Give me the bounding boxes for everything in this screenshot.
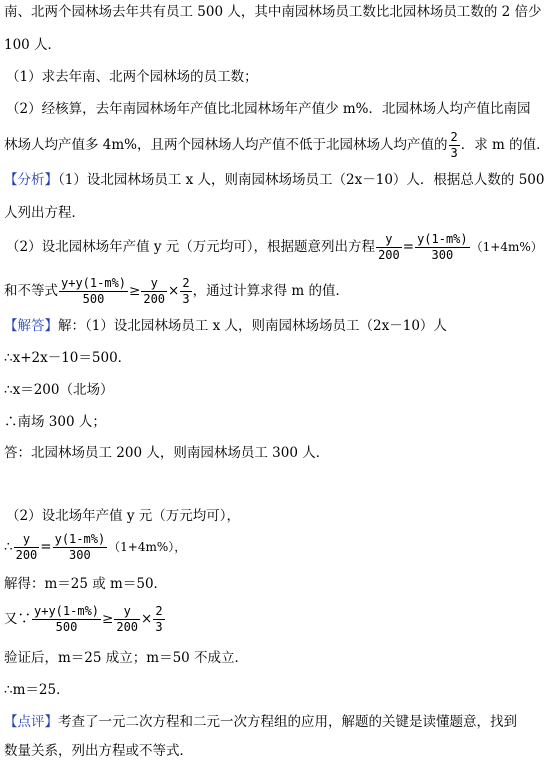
sol-ineq-mid-fraction: [114, 604, 140, 635]
analysis-tag: 【分析】: [4, 172, 58, 188]
therefore-symbol: ∴: [4, 539, 13, 555]
eq-left-fraction: [376, 232, 402, 263]
fraction-denominator: 200: [15, 548, 38, 562]
analysis-line-1: [4, 174, 544, 188]
problem-question-2-line-2: [4, 130, 550, 161]
fraction-denominator: 200: [143, 292, 166, 306]
fraction-numerator: y+y(1-m%): [34, 604, 100, 618]
problem-line-2: 100 人．: [4, 37, 62, 53]
solution-line-4: ∴南场 300 人；: [4, 414, 106, 430]
eq-tail: （1+4m%）: [470, 240, 543, 254]
fraction-denominator: 300: [431, 248, 454, 262]
solution-line-6: （2）设北场年产值 y 元（万元均可），: [6, 508, 241, 524]
fraction-numerator: y+y(1-m%): [61, 276, 127, 290]
fraction-numerator: y(1-m%): [54, 532, 106, 546]
solution-line-9: 又∵ $\frac{y+y(1-m\%)}{500}$ ≥ $\frac{y}{200}$ × $\frac{2}{3}$: [4, 604, 163, 634]
fraction-numerator: y: [114, 604, 140, 620]
comment-line-1: [4, 716, 517, 730]
fraction-denominator: 3: [155, 620, 163, 634]
problem-q2-text: 林场人均产值多 4m%，且两个园林场人均产值不低于北园林场人均产值的: [4, 137, 448, 153]
ineq-right-fraction: [180, 276, 191, 307]
solution-line-7: ∴ $\frac{y}{200}$ = $\frac{y(1-m\%)}{300}$ （1+4m%），: [4, 532, 187, 562]
fraction-denominator: 3: [450, 146, 458, 160]
analysis-line-4: 和不等式 $\frac{y+y(1-m\%)}{500}$ ≥ $\frac{y}{200}$ × $\frac{2}{3}$ ，通过计算求得 m 的值．: [4, 276, 349, 306]
fraction-denominator: 200: [116, 620, 139, 634]
analysis-text-4: 和不等式: [4, 283, 58, 299]
fraction-numerator: y(1-m%): [417, 232, 468, 246]
fraction-numerator: 2: [182, 276, 190, 290]
comment-text-1: 考查了一元二次方程和二元一次方程组的应用，解题的关键是读懂题意，找到: [58, 714, 517, 730]
fraction-numerator: 2: [155, 604, 163, 618]
analysis-text-4-tail: ，通过计算求得 m 的值．: [192, 283, 349, 299]
problem-question-1: （1）求去年南、北两个园林场的员工数；: [6, 69, 258, 85]
ineq-left-fraction: [59, 276, 128, 307]
sol-eq-tail: （1+4m%），: [108, 540, 187, 554]
analysis-text-3: （2）设北园林场年产值 y 元（万元均可），根据题意列出方程: [6, 239, 376, 255]
fraction-numerator: y: [14, 532, 40, 548]
sol-eq-left-fraction: [14, 532, 40, 563]
sol-ineq-left-fraction: [32, 604, 101, 635]
comment-tag: 【点评】: [4, 714, 58, 730]
sol-ineq-right-fraction: [153, 604, 164, 635]
problem-line-1: 南、北两个园林场去年共有员工 500 人，其中南园林场员工数比北园林场员工数的 2 倍少: [4, 4, 542, 20]
comment-line-2: 数量关系，列出方程或不等式．: [4, 743, 193, 759]
analysis-line-2: 人列出方程．: [4, 205, 85, 221]
fraction-numerator: y: [141, 276, 167, 292]
fraction-numerator: 2: [450, 130, 458, 144]
solution-line-1: [4, 320, 447, 334]
ineq-mid-fraction: [141, 276, 167, 307]
two-thirds-fraction: [449, 130, 460, 161]
fraction-denominator: 300: [69, 548, 91, 562]
fraction-denominator: 3: [182, 292, 190, 306]
solution-tag: 【解答】: [4, 318, 58, 334]
solution-line-10: 验证后，m＝25 成立；m＝50 不成立．: [4, 650, 249, 666]
sol-eq-right-fraction: [53, 532, 108, 563]
fraction-denominator: 500: [55, 620, 78, 634]
fraction-numerator: y: [376, 232, 402, 248]
solution-line-8: 解得：m＝25 或 m＝50．: [4, 576, 168, 592]
solution-line-5: 答：北园林场员工 200 人，则南园林场员工 300 人．: [4, 445, 330, 461]
eq-right-fraction: [415, 232, 470, 263]
fraction-denominator: 500: [82, 292, 105, 306]
solution-text-1: 解：（1）设北园林场员工 x 人，则南园林场场员工（2x－10）人: [58, 318, 447, 334]
problem-question-2-line-1: （2）经核算，去年南园林场年产值比北园林场年产值少 m%．北园林场人均产值比南园: [6, 101, 531, 117]
problem-q2-tail: ．求 m 的值．: [460, 137, 550, 153]
solution-line-2: ∴x+2x－10＝500．: [4, 350, 132, 366]
solution-text-9: 又∵: [4, 611, 31, 627]
solution-line-11: ∴m＝25．: [4, 682, 70, 698]
analysis-text-1: （1）设北园林场员工 x 人，则南园林场场员工（2x－10）人．根据总人数的 500: [58, 172, 545, 188]
solution-line-3: ∴x＝200（北场）: [4, 382, 114, 398]
fraction-denominator: 200: [378, 248, 400, 262]
analysis-line-3: （2）设北园林场年产值 y 元（万元均可），根据题意列出方程 $\frac{y}{200}$ = $\frac{y(1-m\%)}{300}$ （1+4m%）: [6, 232, 543, 262]
